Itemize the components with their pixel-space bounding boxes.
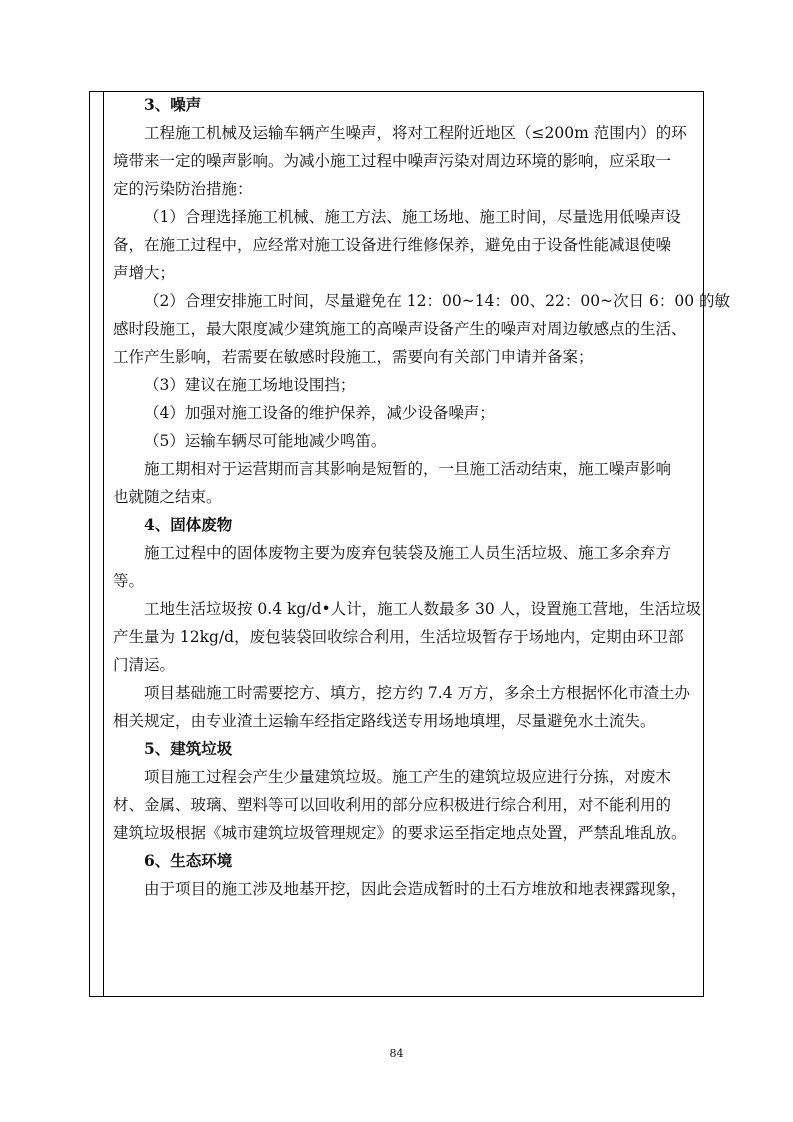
section-heading: 3、噪声 xyxy=(144,95,202,114)
paragraph xyxy=(113,595,702,679)
document-body xyxy=(113,91,731,903)
paragraph xyxy=(113,455,699,511)
section-heading: 5、建筑垃圾 xyxy=(144,739,233,758)
text-line: 建筑垃圾根据《城市建筑垃圾管理规定》的要求运至指定地点处置，严禁乱堆乱放。 xyxy=(113,824,687,842)
paragraph xyxy=(113,287,731,371)
paragraph xyxy=(113,119,699,203)
text-line: （1）合理选择施工机械、施工方法、施工场地、施工时间，尽量选用低噪声设 xyxy=(144,208,681,226)
section-heading: 4、固体废物 xyxy=(144,515,233,534)
text-line: （2）合理安排施工时间，尽量避免在 12：00~14：00、22：00~次日 6：00 的敏 xyxy=(144,292,731,310)
paragraph xyxy=(113,399,699,427)
text-line: 备，在施工过程中，应经常对施工设备进行维修保养，避免由于设备性能减退使噪 xyxy=(113,236,672,254)
text-line: 工地生活垃圾按 0.4 kg/d•人计，施工人数最多 30 人，设置施工营地，生活垃圾 xyxy=(144,600,702,618)
text-line: 定的污染防治措施： xyxy=(113,180,253,198)
text-line: （3）建议在施工场地设围挡； xyxy=(144,376,356,394)
paragraph xyxy=(113,427,699,455)
text-line: 项目施工过程会产生少量建筑垃圾。施工产生的建筑垃圾应进行分拣，对废木 xyxy=(144,768,672,786)
paragraph xyxy=(113,763,699,847)
section-heading: 6、生态环境 xyxy=(144,851,233,870)
text-line: 工程施工机械及运输车辆产生噪声，将对工程附近地区（≤200m 范围内）的环 xyxy=(144,124,687,142)
text-line: 工作产生影响，若需要在敏感时段施工，需要向有关部门申请并备案； xyxy=(113,348,594,366)
text-line: 施工过程中的固体废物主要为废弃包装袋及施工人员生活垃圾、施工多余弃方 xyxy=(144,544,672,562)
paragraph xyxy=(113,875,699,903)
table-column-divider xyxy=(103,91,104,997)
text-line: （5）运输车辆尽可能地减少鸣笛。 xyxy=(144,432,387,450)
text-line: 项目基础施工时需要挖方、填方，挖方约 7.4 万方，多余土方根据怀化市渣土办 xyxy=(144,684,691,702)
paragraph xyxy=(113,679,699,735)
text-line: 产生量为 12kg/d，废包装袋回收综合利用，生活垃圾暂存于场地内，定期由环卫部 xyxy=(113,628,684,646)
text-line: 也就随之结束。 xyxy=(113,488,222,506)
text-line: 由于项目的施工涉及地基开挖，因此会造成暂时的土石方堆放和地表裸露现象， xyxy=(144,880,687,898)
paragraph xyxy=(113,371,699,399)
text-line: 施工期相对于运营期而言其影响是短暂的，一旦施工活动结束，施工噪声影响 xyxy=(144,460,672,478)
text-line: 感时段施工，最大限度减少建筑施工的高噪声设备产生的噪声对周边敏感点的生活、 xyxy=(113,320,687,338)
text-line: 境带来一定的噪声影响。为减小施工过程中噪声污染对周边环境的影响，应采取一 xyxy=(113,152,672,170)
text-line: 相关规定，由专业渣土运输车经指定路线送专用场地填埋，尽量避免水土流失。 xyxy=(113,712,656,730)
text-line: 声增大； xyxy=(113,264,176,282)
text-line: （4）加强对施工设备的维护保养，减少设备噪声； xyxy=(144,404,495,422)
text-line: 材、金属、玻璃、塑料等可以回收利用的部分应积极进行综合利用，对不能利用的 xyxy=(113,796,672,814)
page-number: 84 xyxy=(389,1047,404,1060)
paragraph xyxy=(113,539,699,595)
text-line: 等。 xyxy=(113,572,145,590)
text-line: 门清运。 xyxy=(113,656,176,674)
paragraph xyxy=(113,203,699,287)
